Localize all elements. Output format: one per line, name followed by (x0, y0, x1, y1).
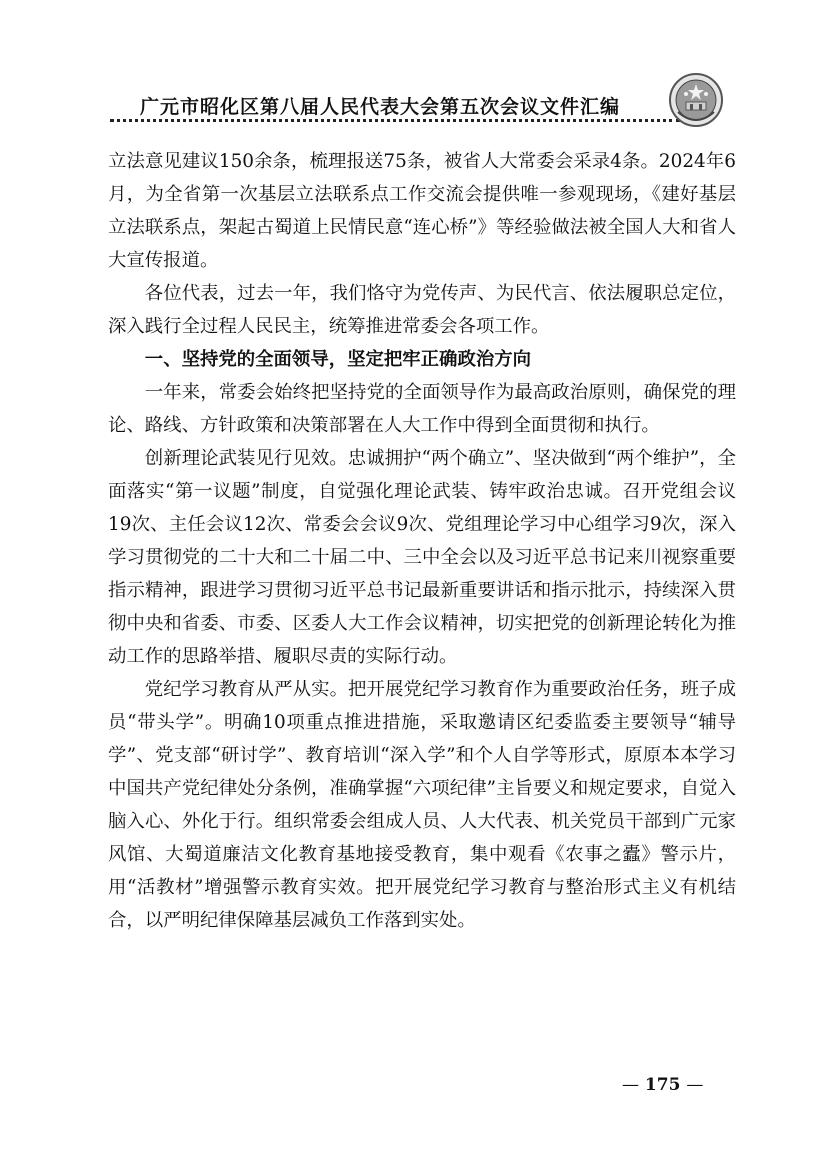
paragraph: 党纪学习教育从严从实。把开展党纪学习教育作为重要政治任务，班子成员“带头学”。明确10项重点推进措施，采取邀请区纪委监委主要领导“辅导学”、党支部“研讨学”、教育培训“深入学”和个人自学等形式，原原本本学习中国共产党纪律处分条例，准确掌握“六项纪律”主旨要义和规定要求，自觉入脑入心、外化于行。组织常委会组成人员、人大代表、机关党员干部到广元家风馆、大蜀道廉洁文化教育基地接受教育，集中观看《农事之蠹》警示片，用“活教材”增强警示教育实效。把开展党纪学习教育与整治形式主义有机结合，以严明纪律保障基层减负工作落到实处。 (108, 679, 736, 931)
paragraph: 一年来，常委会始终把坚持党的全面领导作为最高政治原则，确保党的理论、路线、方针政策和决策部署在人大工作中得到全面贯彻和执行。 (108, 382, 736, 436)
section-heading: 一、坚持党的全面领导，坚定把牢正确政治方向 (144, 349, 532, 370)
page-number-footer (622, 1075, 703, 1095)
page-number: 175 (644, 1075, 681, 1095)
page-dash-right: — (686, 1075, 704, 1095)
national-emblem-icon (668, 72, 724, 128)
header-title: 广元市昭化区第八届人民代表大会第五次会议文件汇编 (140, 96, 621, 118)
page-dash-left: — (622, 1075, 639, 1095)
document-body (108, 145, 736, 937)
running-header (110, 68, 710, 128)
header-dotted-rule (110, 119, 680, 122)
paragraph: 立法意见建议150余条，梳理报送75条，被省人大常委会采录4条。2024年6月，为全省第一次基层立法联系点工作交流会提供唯一参观现场，《建好基层立法联系点，架起古蜀道上民情民意“连心桥”》等经验做法被全国人大和省人大宣传报道。 (108, 151, 736, 271)
paragraph: 创新理论武装见行见效。忠诚拥护“两个确立”、坚决做到“两个维护”，全面落实“第一议题”制度，自觉强化理论武装、铸牢政治忠诚。召开党组会议19次、主任会议12次、常委会会议9次、党组理论学习中心组学习9次，深入学习贯彻党的二十大和二十届二中、三中全会以及习近平总书记来川视察重要指示精神，跟进学习贯彻习近平总书记最新重要讲话和指示批示，持续深入贯彻中央和省委、市委、区委人大工作会议精神，切实把党的创新理论转化为推动工作的思路举措、履职尽责的实际行动。 (108, 448, 736, 667)
paragraph: 各位代表，过去一年，我们恪守为党传声、为民代言、依法履职总定位，深入践行全过程人民民主，统筹推进常委会各项工作。 (108, 283, 736, 337)
